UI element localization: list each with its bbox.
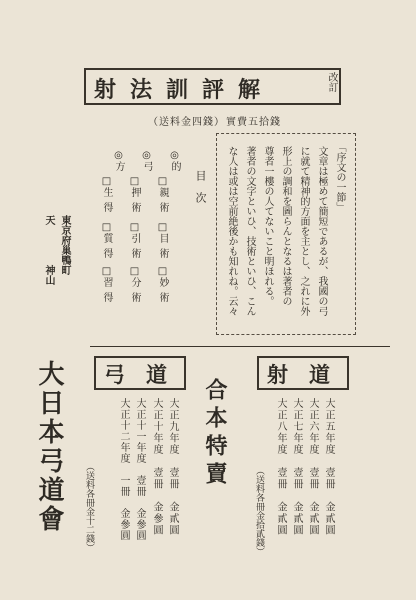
shado-row-4: 大正八年度 壹冊 金貳圓 bbox=[275, 398, 286, 536]
shado-row-3: 大正七年度 壹冊 金貳圓 bbox=[291, 398, 302, 536]
section-divider bbox=[90, 346, 390, 347]
toc-col-3-a: □生 bbox=[101, 176, 112, 197]
toc-col-1-c: □妙 bbox=[157, 266, 168, 287]
toc-col-3-c2: 得 bbox=[101, 292, 112, 302]
toc-label: 目 次 bbox=[194, 170, 207, 203]
toc-col-1-b2: 術 bbox=[157, 248, 168, 258]
kyudo-row-3: 大正十一年度 壹冊 金參圓 bbox=[134, 398, 145, 541]
shado-row-1: 大正五年度 壹冊 金貳圓 bbox=[323, 398, 334, 536]
preface-label: 「序文の一節」 bbox=[334, 142, 345, 212]
postage-label: （送料金四錢） bbox=[148, 117, 225, 128]
toc-col-2-c: □分 bbox=[129, 266, 140, 287]
kyudo-row-1: 大正九年度 壹冊 金貳圓 bbox=[167, 398, 178, 536]
special-sale-label: 合本特賣 bbox=[202, 378, 228, 490]
toc-col-2-c2: 術 bbox=[129, 292, 140, 302]
toc-col-2-a2: 術 bbox=[129, 202, 140, 212]
kyudo-row-2: 大正十年度 壹冊 金參圓 bbox=[151, 398, 162, 536]
toc-col-1-head: ◎的 bbox=[169, 150, 180, 171]
toc-col-2-b: □引 bbox=[129, 222, 140, 243]
price-label: 實費五拾錢 bbox=[226, 117, 281, 128]
toc-col-3-head: ◎方 bbox=[113, 150, 124, 171]
preface-line-1: 文章は極めて簡短であるが、我國の弓 bbox=[316, 146, 327, 316]
preface-line-5: 著者の文字といひ、技術といひ、こん bbox=[244, 146, 255, 316]
shado-postage-note: （送料各冊金拾貳錢） bbox=[254, 466, 264, 556]
toc-col-1-c2: 術 bbox=[157, 292, 168, 302]
toc-col-3-b2: 得 bbox=[101, 248, 112, 258]
publisher-address-2: 天 神山 bbox=[43, 215, 54, 285]
preface-line-3: 形上の調和を圖らんとなるは著者の bbox=[280, 146, 291, 306]
toc-col-2-a: □押 bbox=[129, 176, 140, 197]
shado-row-2: 大正六年度 壹冊 金貳圓 bbox=[307, 398, 318, 536]
toc-col-2-head: ◎弓 bbox=[141, 150, 152, 171]
toc-col-1-a2: 術 bbox=[157, 202, 168, 212]
kyudo-row-4: 大正十二年度 一冊 金參圓 bbox=[118, 398, 129, 541]
publisher-address-1: 東京府巢鴨町 bbox=[59, 215, 70, 275]
preface-line-2: に就て精神的方面を主とし、之れに外 bbox=[298, 146, 309, 316]
kyudo-postage-note: （送料各冊金十二錢） bbox=[84, 462, 94, 552]
publisher-name: 大日本弓道會 bbox=[34, 360, 64, 534]
toc-col-1-b: □目 bbox=[157, 222, 168, 243]
toc-col-3-b: □質 bbox=[101, 222, 112, 243]
preface-line-6: な人は或は空前絶後かも知れね。云々 bbox=[226, 146, 237, 316]
toc-col-2-b2: 術 bbox=[129, 248, 140, 258]
kyudo-title: 弓 道 bbox=[104, 362, 167, 387]
book-title: 射法訓評解 bbox=[94, 77, 275, 103]
toc-col-3-c: □習 bbox=[101, 266, 112, 287]
shado-title: 射 道 bbox=[267, 362, 330, 387]
title-note: 改訂 bbox=[326, 72, 337, 92]
toc-col-3-a2: 得 bbox=[101, 202, 112, 212]
toc-col-1-a: □親 bbox=[157, 176, 168, 197]
preface-line-4: 尊者一樓の人てないこと明ほれる。 bbox=[262, 146, 273, 306]
